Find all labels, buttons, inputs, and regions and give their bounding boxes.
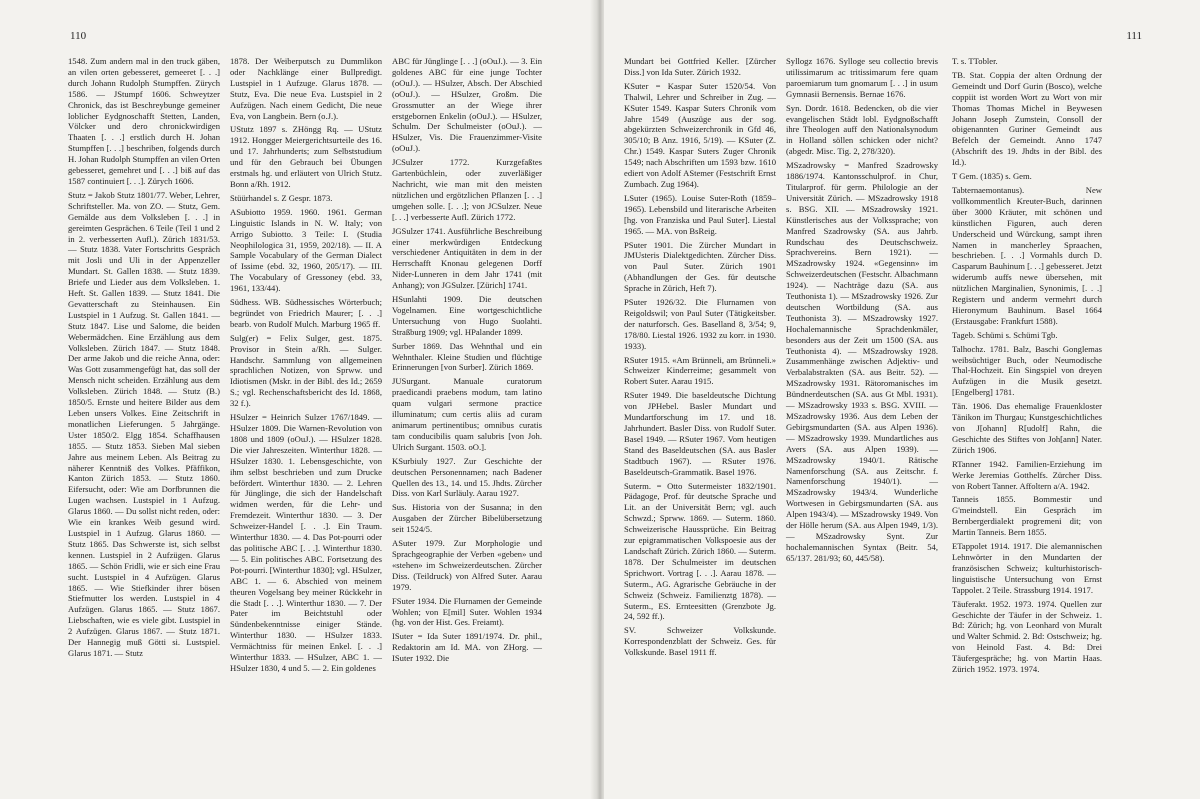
bibliography-entry: Syn. Dordr. 1618. Bedencken, ob die vier evangelischen Städt lobl. Eydgnoßschafft ihre Theologen auff den Nationalsynodum in Holland söllen schicken oder nicht? (abgedr. Misc. Tig. 2, 278/320). [786, 102, 938, 157]
bibliography-entry: SV. Schweizer Volkskunde. Korrespondenzblatt der Schweiz. Ges. für Volkskunde. Basel 1911 ff. [624, 625, 776, 658]
bibliography-entry: RTanner 1942. Familien-Erziehung im Werke Jeremias Gotthelfs. Zürcher Diss. von Robert Tanner. Affoltern a/A. 1942. [952, 458, 1102, 491]
left-page [0, 0, 596, 799]
bibliography-entry: Tän. 1906. Das ehemalige Frauenkloster Tänikon im Thurgau; Kunstgeschichtliches von J[ohann] R[udolf] Rahn, die Geschichte des Stiftes von Joh[ann] Nater. Zürich 1906. [952, 401, 1102, 455]
bibliography-entry: Mundart bei Gottfried Keller. [Zürcher Diss.] von Ida Suter. Zürich 1932. [624, 56, 776, 77]
bibliography-entry: MSzadrowsky = Manfred Szadrowsky 1886/1974. Kantonsschulprof. in Chur, Titularprof. für germ. Philologie an der Universität Zürich. — MSzadrowsky 1918 s. BSG. XII. — MSzadrowsky 1921. Künstlerisches aus der Volkssprache; von Manfred Szadrowsky (SA. aus Jahrb. Rundschau des Deutschschweiz. Sprachvereins. Bern 1921). — MSzadrowsky 1924. «Gegensinn» im Schweizerdeutschen (Festschr. Albachmann 1924). — Nachträge dazu (SA. aus Teuthonista 1). — MSzadrowsky 1926. Zur deutschen Wortbildung (SA. aus Teuthonista 3). — MSzadrowsky 1927. Hochalemannische Sprachdenkmäler, besonders aus der Zeit um 1500 (SA. aus Teuthonista 4). — MSzadrowsky 1928. Zusammenhänge zwischen Adjektiv- und Verbalabstrakten (SA. aus Beitr. 52). — MSzadrowsky 1931. Rätoromanisches im Bündnerdeutschen (SA. aus Gt Mbl. 1931). — MSzadrowsky 1933 s. BSG. XVIII. — MSzadrowsky 1936. Aus dem Leben der Gebirgsmundarten (SA. aus Alpen 1936). — MSzadrowsky 1939. Mundartliches aus Avers (SA. aus Alpen 1939). — MSzadrowsky 1940/1. Rätische Namenforschung (SA. aus Zeitschr. f. Namenforschung 1940/1). — MSzadrowsky 1943/4. Wunderliche Wortwesen in Gebirgsmundarten (SA. aus Alpen 1943/4). — MSzadrowsky 1949. Von der Hölle herum (SA. aus Alpen 1949, 1/3). — MSzadrowsky Synt. Zur hochalemannischen Syntax (Beitr. 54, 65/137. 281/93; 60, 445/58). [786, 160, 938, 563]
bibliography-entry: Sus. Historia von der Susanna; in den Ausgaben der Zürcher Bibelübersetzung seit 1524/5. [392, 502, 542, 535]
bibliography-entry: JGSulzer 1741. Ausführliche Beschreibung einer merkwürdigen Entdeckung verschiedener Antiquitäten in dem in der Herrschafft Knonau gelegenen Dorff Nider-Lunneren in dem Jahr 1741 (mit Anhang); von JGSulzer. [Zürich] 1741. [392, 225, 542, 291]
bibliography-entry: Südhess. WB. Südhessisches Wörterbuch; begründet von Friedrich Maurer; [. . .] bearb. von Rudolf Mulch. Marburg 1965 ff. [230, 297, 382, 329]
bibliography-entry: T. s. TTobler. [952, 56, 998, 66]
bibliography-entry: LSuter (1965). Louise Suter-Roth (1859–1965). Lebensbild und literarische Arbeiten [hg. von Franziska und Paul Suter]. Liestal 1965. — MA. von BsReig. [624, 192, 776, 236]
bibliography-entry: JCSulzer 1772. Kurzgefaßtes Gartenbüchlein, oder zuverläßiger Nachricht, wie man mit den meisten nützlichen und ergötzlichen Pflanzen [. . .] umgehen solle. [. . .]; von JCSulzer. Neue [. . .] verbesserte Aufl. Zürich 1772. [392, 157, 542, 222]
bibliography-entry: Stutz = Jakob Stutz 1801/77. Weber, Lehrer, Schriftsteller. Ma. von ZO. — Stutz, Gem. Gemälde aus dem Volksleben [. . .] in gereimten Gesprächen. 6 Teile (Teil 1 und 2 in 2. verbesserten Aufl.). Zürich 1831/53. — Stutz 1838. Vater Fortschritts Gespräch mit Josli und Uli in der Appenzeller Mundart. St. Gallen 1838. — Stutz 1839. Briefe und Lieder aus dem Volksleben. 1. Heft. St. Gallen 1839. — Stutz 1841. Die Gevatterschaft zu Steinhausen. Ein Lustspiel in 1 Aufzug. St. Gallen 1841. — Stutz 1847. Lise und Salome, die beiden Webermädchen. Eine Erzählung aus dem Volksleben. Zürich 1847. — Stutz 1848. Der arme Jakob und die reiche Anna, oder: Was Gott zusammengefügt hat, das soll der Mensch nicht scheiden. Erzählung aus dem Volksleben. Zürich 1848. — Stutz (B.) 1850/5. Ernste und heitere Bilder aus dem Leben unsers Volkes. Eine Zeitschrift in monatlichen Lieferungen. 5 Jahrgänge. Uster 1850/2. Elgg 1854. Schaffhausen 1855. — Stutz 1853. Sieben Mal sieben Jahre aus meinem Leben. Als Beitrag zu näherer Kenntniß des Volkes. Pfäffikon, Kanton Zürich 1853. — Stutz 1860. Eifersucht, oder: Wie am Dorfbrunnen die Lugen wachsen. Lustspiel in 1 Aufzug. Glarus 1860. — Du sollst nicht reden, oder: Wie ein krankes Weib gesund wird. Lustspiel in 1 Aufzug. Glarus 1860. — Stutz 1865. Das Schwerste ist, sich selbst kennen. Lustspiel in 2 Aufzügen. Glarus 1865. — Schön Fridli, wie er sich eine Frau sucht. Lustspiel in 4 Aufzügen. Glarus 1865. — Wie Stiefkinder ihrer bösen Stiefmutter los werden. Lustspiel in 4 Aufzügen. Glarus 1865. — Stutz 1867. Liebschaften, wie es viele gibt. Lustspiel in 2 Aufzügen. Glarus 1867. — Stutz 1871. Der Hannegig muß Götti si. Lustspiel. Glarus 1871. — Stutz [68, 189, 220, 658]
bibliography-entry: Syllogz 1676. Sylloge seu collectio brevis utilissimarum ac tritissimarum fere quam paroemiarum tum gnomarum [. . .] in usum Gymnasii Bernensis. Bernae 1676. [786, 56, 938, 99]
bibliography-entry: KSuter = Kaspar Suter 1520/54. Von Thalwil, Lehrer und Schreiber in Zug. — KSuter 1549. Kaspar Suters Chronik vom Jahre 1549 (Auszüge aus der sog. abgekürzten Schweizerchronik in Gfd 46, 305/10; B Anz. 1916, 5/19). — KSuter (Z. Chr.) 1549. Kaspar Suters Zuger Chronik 1549; nach Abschriften um 1593 bzw. 1610 ediert von Adolf AStemer (Festschrift Ernst Zumbach. Zug 1964). [624, 80, 776, 189]
bibliography-entry: PSuter 1926/32. Die Flurnamen von Reigoldswil; von Paul Suter (Tätigkeitsber. der naturforsch. Ges. Baselland 8, 3/54; 9, 178/80. Liestal 1926. 1932 zu korr. in 1930. 1933). [624, 297, 776, 351]
right-column-2 [786, 56, 938, 567]
bibliography-entry: HSulzer = Heinrich Sulzer 1767/1849. — HSulzer 1809. Die Warnen-Revolution von 1808 und 1809 (oOuJ.). — HSulzer 1828. Die vier Jahreszeiten. Winterthur 1828. — HSulzer 1830. 1. Lebensgeschichte, von ihm selbst beschrieben und zum Drucke befördert. Winterthur 1830. — 2. Lehren für Jünglinge, die sich der Handelschaft widmen werden, für die Lehr- und Fremdezeit. Winterthur 1830. — 3. Der Schweizer-Handel [. . .]. Ein Traum. Winterthur 1830. — 4. Das Pot-pourri oder das politische ABC [. . .]. Winterthur 1830. — 5. Ein politisches ABC. Fortsetzung des Pot-pourri. [Winterthur 1830]; vgl. HSulzer, ABC 1. — 6. Abschied von meinem theuren Vogelsang bey meiner Rückkehr in die Stadt [. . .]. Winterthur 1830. — 7. Der Pater im Beichtstuhl oder Sündenbekenntnisse einiger Stände. Winterthur 1830. — HSulzer 1833. Vermächtniss für meinen Enkel. [. . .] Winterthur 1833. — HSulzer, ABC 1. — HSulzer 1830, 4 und 5. — 2. Ein goldenes [230, 412, 382, 673]
bibliography-entry: HSunlahti 1909. Die deutschen Vogelnamen. Eine wortgeschichtliche Untersuchung von Hugo Suolahti. Straßburg 1909; vgl. HPalander 1899. [392, 294, 542, 337]
bibliography-entry: Surber 1869. Das Wehnthal und ein Wehnthaler. Kleine Studien und flüchtige Erinnerungen [von Surber]. Zürich 1869. [392, 340, 542, 373]
bibliography-entry: RSuter 1949. Die baseldeutsche Dichtung von JPHebel. Basler Mundart und Mundartforschung im 17. und 18. Jahrhundert. Basler Diss. von Rudolf Suter. Basel 1949. — RSuter 1967. Vom heutigen Stand des Baseldeutschen (SA. aus Basler Stadtbuch 1967). — RSuter 1976. Baseldeutsch-Grammatik. Basel 1976. [624, 390, 776, 477]
bibliography-entry: UStutz 1897 s. ZHöngg Rq. — UStutz 1912. Hongger Meiergerichtsurteile des 16. und 17. Jahrhunderts; zum Selbststudium und für den Gebrauch bei Übungen erstmals hg. und erläutert von Ulrich Stutz. Bonn a/Rh. 1912. [230, 124, 382, 189]
bibliography-entry: JUSurgant. Manuale curatorum praedicandi praebens modum, tam latino quam vulgari sermone practice illuminatum; cum certis aliis ad curam animarum pertinentibus; omnibus curatis tam conducibilis quam salubris [von Joh. Ulrich Surgant. 1503. oO.]. [392, 376, 542, 452]
bibliography-entry: ETappolet 1914. 1917. Die alemannischen Lehnwörter in den Mundarten der französischen Schweiz; kulturhistorisch-linguistische Untersuchung von Ernst Tappolet. 2 Teile. Strassburg 1914. 1917. [952, 541, 1102, 595]
bibliography-entry: 1878. Der Weiberputsch zu Dummlikon oder Nachklänge einer Bullpredigt. Lustspiel in 1 Aufzuge. Glarus 1878. — Stutz, Eva. Die neue Eva. Lustspiel in 2 Aufzügen. Nach einem Gedicht, Die neue Eva, von Langbein. Bern (o.J.). [230, 56, 382, 121]
bibliography-entry: FSuter 1934. Die Flurnamen der Gemeinde Wohlen; von E[mil] Suter. Wohlen 1934 (hg. von der Hist. Ges. Freiamt). [392, 595, 542, 628]
bibliography-entry: ASuter 1979. Zur Morphologie und Sprachgeographie der Verben «geben» und «stehen» im Schweizerdeutschen. Zürcher Diss. (Teildruck) von Alfred Suter. Aarau 1979. [392, 538, 542, 592]
bibliography-entry: Tabternaemontanus). New vollkommentlich Kreuter-Buch, darinnen über 3000 Kräuter, mit schönen und künstlichen Figuren, auch deren Underscheid und Würckung, sampt ihren Namen in mancherley Spraachen, beschrieben. [. . .] Vormahls durch D. Casparum Bauhinum [. . .] gebesseret. Jetzt widerumb auffs newe übersehen, mit nützlichen Marginalien, Synonimis, [. . .] Registern und anderm vermehrt durch Hieronymum Bauhinum. Basel 1664 (Erstausgabe: Frankfurt 1588). [952, 184, 1102, 326]
bibliography-entry: KSurbiuly 1927. Zur Geschichte der deutschen Personennamen; nach Badener Quellen des 13., 14. und 15. Jhdts. Zürcher Diss. von Karl Surläuly. Aarau 1927. [392, 455, 542, 499]
bibliography-entry: T Gem. (1835) s. Gem. [952, 171, 1032, 182]
bibliography-entry: ASubiotto 1959. 1960. 1961. German Linguistic Islands in N. W. Italy; von Arrigo Subiotto. 3 Teile: I. (Studia Neophilologica 31, 1959, 202/18). — II. A Sample Vocabulary of the German Dialect of Issime (ebd. 32, 1960, 205/17). — III. The Vocabulary of Gressoney (ebd. 33, 1961, 133/44). [230, 206, 382, 294]
bibliography-entry: ABC für Jünglinge [. . .] (oOuJ.). — 3. Ein goldenes ABC für eine junge Tochter (oOuJ.). — HSulzer, Absch. Der Abschied (oOuJ.). — HSulzer, Großm. Die Grossmutter an der Wiege ihrer erstgebornen Enkelin (oOuJ.). — HSulzer, Schulm. Der Schulmeister (oOuJ.). — HSulzer, Vis. Die Frauenzimmer-Visite (oOuJ.). [392, 56, 542, 154]
bibliography-entry: Suterm. = Otto Sutermeister 1832/1901. Pädagoge, Prof. für deutsche Sprache und Lit. an der Universität Bern; vgl. auch Schwzd.; Sprww. 1869. — Suterm. 1860. Schweizerische Haussprüche. Ein Beitrag zur epigrammatischen Volkspoesie aus der Landschaft Zürich. Zürich 1860. — Suterm. 1878. Der Schulmeister im deutschen Sprichwort. Vortrag [. . .]. Aarau 1878. — Suterm., AG. Agrarische Gebräuche in der Schweiz (Schweiz. Familienztg 1878). — Suterm., ES. Ernteesitten (Grenzbote Jg. 24, 592 ff.). [624, 480, 776, 622]
bibliography-entry: ISuter = Ida Suter 1891/1974. Dr. phil., Redaktorin am Id. MA. von ZHorg. — ISuter 1932. Die [392, 631, 542, 664]
bibliography-entry: Tanneis 1855. Bommestir und G'meindstell. Ein Gespräch im Bernbergerdialekt progremeni dit; von Martin Tanneis. Bern 1855. [952, 494, 1102, 538]
right-column-3 [952, 56, 1102, 678]
left-column-1 [68, 56, 220, 662]
right-column-1 [624, 56, 776, 661]
bibliography-entry: Stüürhandel s. Z Gespr. 1873. [230, 192, 333, 203]
page-number-right: 111 [1126, 30, 1142, 42]
bibliography-entry: Sulg(er) = Felix Sulger, gest. 1875. Provisor in Stein a/Rh. — Sulger. Handschr. Sammlung von allgemeinen sprachlichen Notizen, von Sprww. und Idiotismen (Mskr. in der Bibl. des Id.; 2659 S.; vgl. Rechenschaftsbericht des Id. 1868, 32 f.). [230, 332, 382, 409]
bibliography-entry: 1548. Zum andern mal in den truck gäben, an vilen orten gebesseret, gemeeret [. . .] durch Johann Rudolph Stumpffen. Zürych 1586. — JStumpf 1606. Schweytzer Chronick, das ist Beschreybunge gemeiner loblicher Eydgnoschafft Stetten, Landen, Völcker und dero chronickwirdigen Thaaten [. . .] erstlich durch H. Johan Stumpffen [. . .] beschriben, folgends durch H. Johan Rudolph Stumpffen an vilen Orten gebesseret, gemehret und [. . .] biß auf das 1587 continuiert [. . .]. Zürych 1606. [68, 56, 220, 186]
page-number-left: 110 [70, 30, 87, 42]
bibliography-entry: Täuferakt. 1952. 1973. 1974. Quellen zur Geschichte der Täufer in der Schweiz. 1. Bd: Zürich; hg. von Leonhard von Muralt und Walter Schmid. 2. Bd: Ostschweiz; hg. von Heinold Fast. 4. Bd: Drei Täufergespräche; hg. von Martin Haas. Zürich 1952. 1973. 1974. [952, 598, 1102, 675]
bibliography-entry: Talhochz. 1781. Balz, Baschi Gonglemas weibsüchtiger Buch, oder Neumodische Thal-Hochzeit. Ein Singspiel von dreyen Aufzügen in die Musik gesetzt. [Engelberg] 1781. [952, 343, 1102, 398]
bibliography-entry: Tageb. Schümi s. Schümi Tgb. [952, 329, 1058, 340]
bibliography-entry: PSuter 1901. Die Zürcher Mundart in JMUsteris Dialektgedichten. Zürcher Diss. von Paul Suter. Zürich 1901 (Abhandlungen der Ges. für deutsche Sprache in Zürich, Heft 7). [624, 239, 776, 294]
left-column-2 [230, 56, 382, 677]
bibliography-entry: TB. Stat. Coppia der alten Ordnung der Gemeindt und Dorf Gurin (Bosco), welche coppiit ist worden Wort zu Wort von mir Thomas Thomas Michel in Beywesen Johann Joseph Zumstein, Consoll der obigenannten Guriner Gemeindt aus Befelch der Gemeindt. Anno 1747 (Abschrift des 19. Jhdts in der Bibl. des Id.). [952, 69, 1102, 168]
bibliography-entry: RSuter 1915. «Am Brünneli, am Brünneli.» Schweizer Kinderreime; gesammelt von Robert Suter. Aarau 1915. [624, 354, 776, 387]
right-page [604, 0, 1200, 799]
left-column-3 [392, 56, 542, 667]
